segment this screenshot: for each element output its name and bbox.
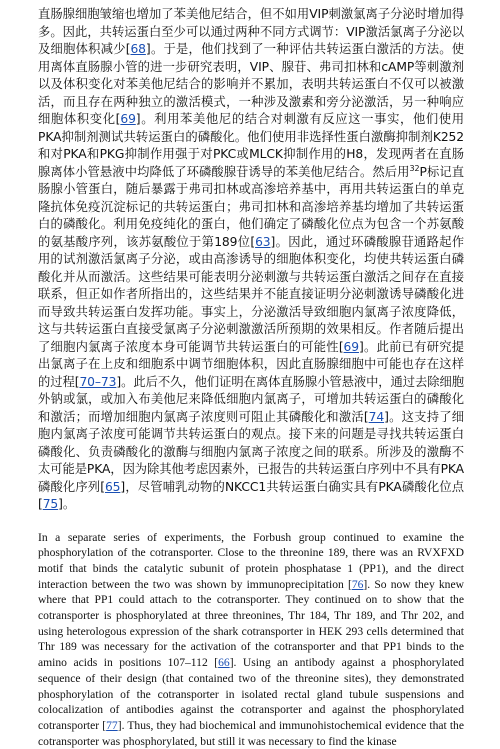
citation-link[interactable]: 74 (369, 410, 384, 424)
citation-link[interactable]: 69 (120, 112, 135, 126)
text-run: ]。 (58, 497, 75, 511)
english-paragraph (38, 530, 464, 749)
text-run: ]。于是，他们找到了一种评估共转运蛋白激活的方法。使用离体直肠腺小管的进一步研究表明，VIP、腺苷、弗司扣林和cAMP等刺激剂以及体积变化对苯美他尼结合的影响并不累加，表明共转运蛋白不仅可以被激活，而且存在两种独立的激活模式，一种涉及激素和旁分泌激活，另一种响应细胞体积变化[ (38, 42, 464, 126)
text-run: ]。此前已有研究提出氯离子在上皮和细胞系中调节细胞体积，因此直肠腺细胞中可能也存在这样的过程[ (38, 340, 464, 389)
text-run: ]，尽管哺乳动物的NKCC1共转运蛋白确实具有PKA磷酸化位点[ (38, 480, 464, 512)
text-run: ]. So now they knew where that PP1 could attach to the cotransporter. They continued on to show that the cotransporter is phosphorylated at three threonines, Thr 184, Thr 189, and Thr 202, and using heterologous expression of the shark cotransporter in HEK 293 cells determined that Thr 189 was necessary for the activation of the cotransporter and that PP1 binds to the amino acids in positions 107–112 [ (38, 578, 464, 670)
citation-link[interactable]: 69 (344, 340, 359, 354)
citation-link[interactable]: 68 (130, 42, 145, 56)
superscript-text: 32 (410, 163, 420, 172)
citation-link[interactable]: 66 (218, 656, 230, 669)
text-run: ]。利用苯美他尼的结合对刺激有反应这一事实，他们使用PKA抑制剂测试共转运蛋白的磷酸化。他们使用非选择性蛋白激酶抑制剂K252和对PKA和PKG抑制作用强于对PKC或MLCK抑制作用的H8，发现两者在直肠腺离体小管悬液中均降低了环磷酸腺苷诱导的苯美他尼结合。然后用 (38, 112, 464, 179)
citation-link[interactable]: 63 (255, 235, 270, 249)
text-run: ]. Thus, they had biochemical and immunohistochemical evidence that the cotransporter was phosphorylated, but still it was necessary to find the kinase (38, 719, 464, 748)
text-run: P标记直肠腺小管蛋白，随后暴露于弗司扣林或高渗培养基中，再用共转运蛋白的单克隆抗体免疫沉淀标记的共转运蛋白；弗司扣林和高渗培养基均增加了共转运蛋白的磷酸化。利用免疫纯化的蛋白，他们确定了磷酸化位点为包含一个苏氨酸的氨基酸序列，该苏氨酸位于第189位[ (38, 165, 464, 249)
text-run: ]. Using an antibody against a phosphorylated sequence of their design (that contained two of the threonine sites), they demonstrated phosphorylation of the cotransporter in isolated rectal gland tubule suspensions and colocalization of antibodies against the cotransporter and against the phosphorylated cotransporter [ (38, 656, 464, 732)
citation-link[interactable]: 75 (43, 497, 58, 511)
document-page (38, 6, 464, 749)
text-run: ]。这支持了细胞内氯离子浓度可能调节共转运蛋白的观点。接下来的问题是寻找共转运蛋白磷酸化、负责磷酸化的激酶与细胞内氯离子浓度之间的联系。所涉及的激酶不太可能是PKA，因为除其他考虑因素外，已报告的共转运蛋白序列中不具有PKA磷酸化序列[ (38, 410, 464, 494)
chinese-paragraph (38, 6, 464, 514)
text-run: ]。因此，通过环磷酸腺苷通路起作用的试剂激活氯离子分泌，或由高渗诱导的细胞体积变化，均使共转运蛋白磷酸化并从而激活。这些结果可能表明分泌刺激与共转运蛋白激活之间存在直接联系，但正如作者所指出的，这些结果并不能直接证明分泌刺激诱导磷酸化进而导致共转运蛋白发挥功能。事实上，分泌激活导致细胞内氯离子浓度降低，这与共转运蛋白直接受氯离子分泌刺激激活所预期的效果相反。作者随后提出了细胞内氯离子浓度本身可能调节共转运蛋白的可能性[ (38, 235, 464, 354)
text-run: ]。此后不久，他们证明在离体直肠腺小管悬液中，通过去除细胞外钠或氯，或加入布美他尼来降低细胞内氯离子，可增加共转运蛋白的磷酸化和激活；而增加细胞内氯离子浓度则可阻止其磷酸化和激活[ (38, 375, 464, 424)
text-run: 直肠腺细胞皱缩也增加了苯美他尼结合，但不如用VIP刺激氯离子分泌时增加得多。因此，共转运蛋白至少可以通过两种不同方式调节：VIP激活氯离子分泌以及细胞体积减少[ (38, 7, 464, 56)
citation-link[interactable]: 65 (105, 480, 120, 494)
text-run: In a separate series of experiments, the Forbush group continued to examine the phosphorylation of the cotransporter. Close to the threonine 189, there was an RVXFXD motif that binds the catalytic subunit of protein phosphatase 1 (PP1), and the direct interaction between the two was shown by immunoprecipitation [ (38, 531, 464, 591)
citation-link[interactable]: 76 (352, 578, 364, 591)
citation-link[interactable]: 77 (106, 719, 118, 732)
citation-link[interactable]: 70–73 (79, 375, 116, 389)
